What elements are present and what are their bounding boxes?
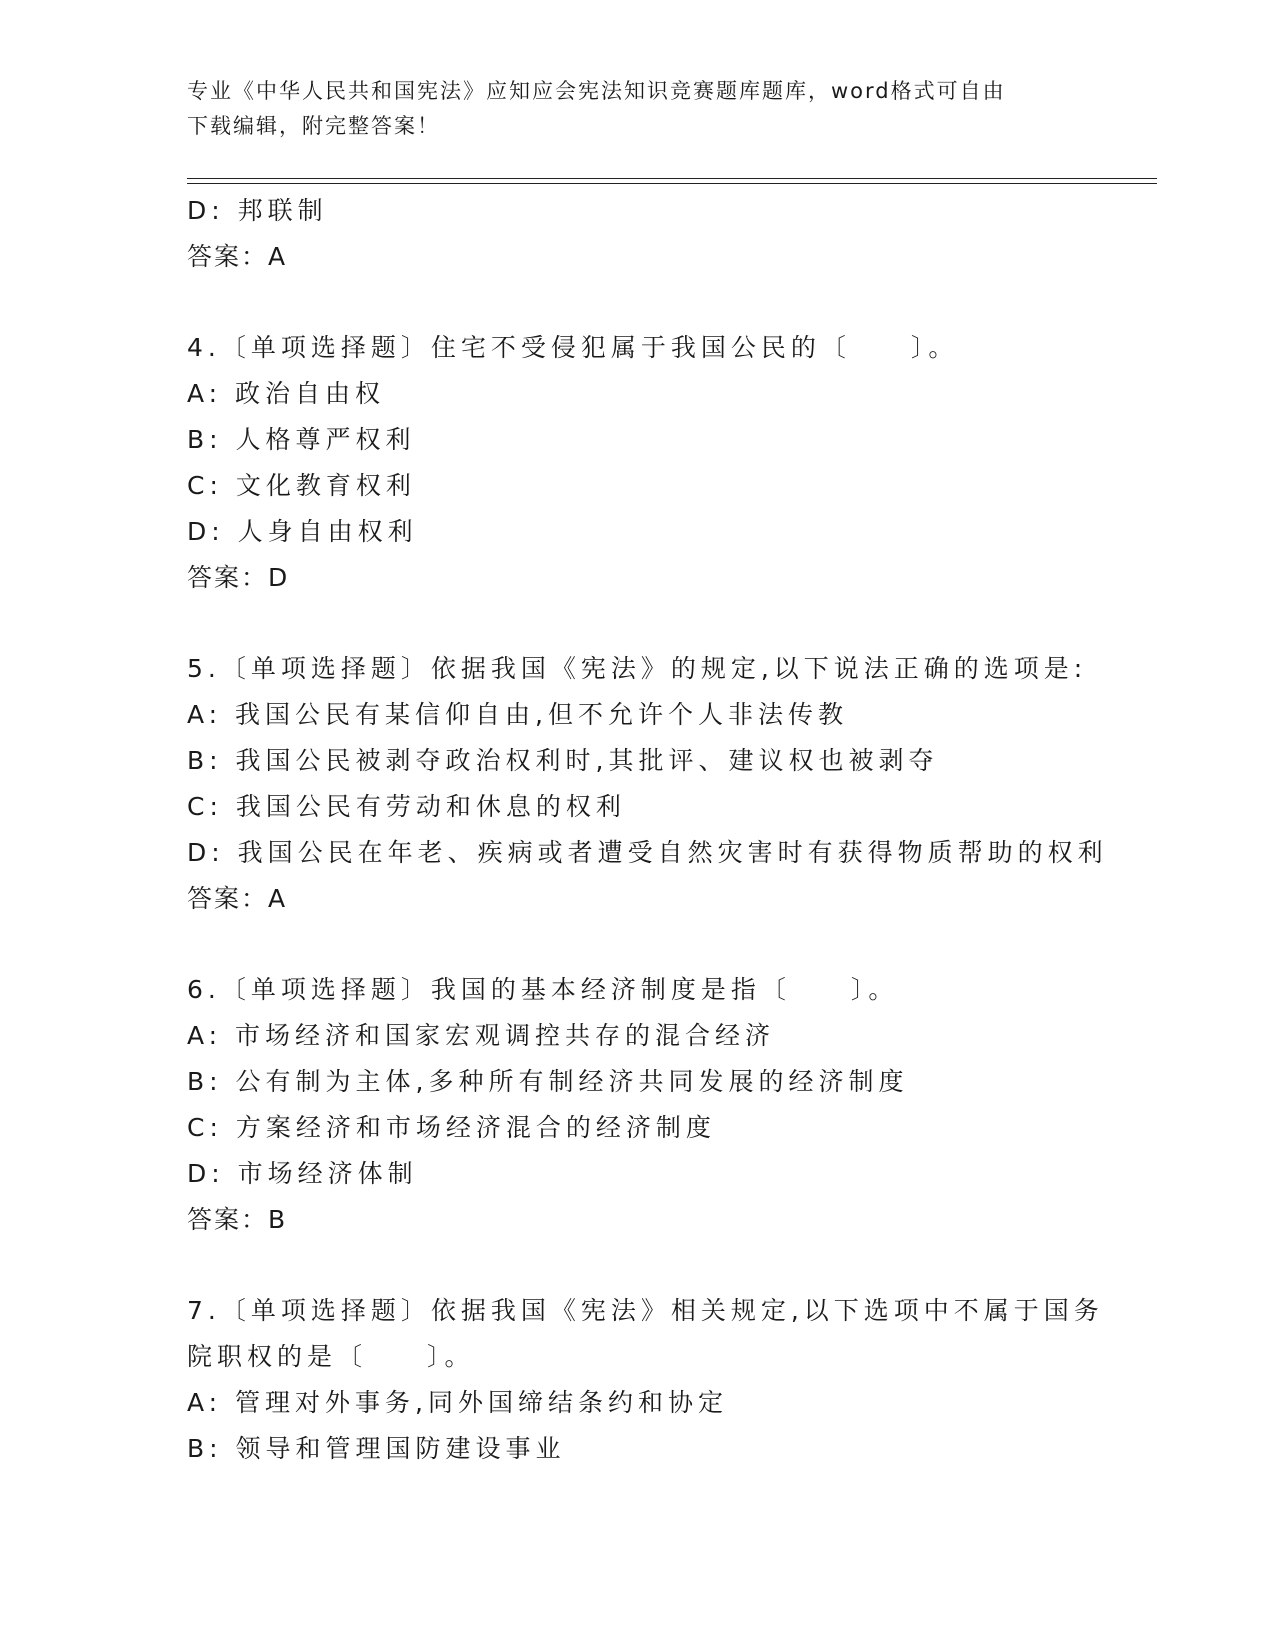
- option-a: A: 我国公民有某信仰自由,但不允许个人非法传教: [187, 700, 848, 729]
- question-stem: 6.〔单项选择题〕我国的基本经济制度是指〔 〕。: [187, 975, 899, 1004]
- header-line-1: 专业《中华人民共和国宪法》应知应会宪法知识竞赛题库题库，word格式可自由: [187, 79, 1006, 103]
- option-a: A: 政治自由权: [187, 379, 386, 408]
- question-stem-line-1: 7.〔单项选择题〕依据我国《宪法》相关规定,以下选项中不属于国务: [187, 1296, 1104, 1325]
- option-a: A: 管理对外事务,同外国缔结条约和协定: [187, 1388, 728, 1417]
- question-5: [187, 646, 1137, 922]
- question-4: [187, 325, 1137, 601]
- option-d: D: 邦联制: [187, 196, 328, 225]
- question-stem: 5.〔单项选择题〕依据我国《宪法》的规定,以下说法正确的选项是:: [187, 654, 1088, 683]
- question-7: [187, 1288, 1137, 1472]
- question-6: [187, 967, 1137, 1243]
- header-divider-bottom: [187, 183, 1157, 184]
- option-d: D: 我国公民在年老、疾病或者遭受自然灾害时有获得物质帮助的权利: [187, 838, 1108, 867]
- answer: 答案：A: [187, 242, 288, 271]
- option-b: B: 领导和管理国防建设事业: [187, 1434, 566, 1463]
- document-body: [187, 188, 1137, 1472]
- header-divider-top: [187, 178, 1157, 179]
- option-c: C: 方案经济和市场经济混合的经济制度: [187, 1113, 716, 1142]
- option-d: D: 人身自由权利: [187, 517, 418, 546]
- answer: 答案：B: [187, 1205, 288, 1234]
- question-stem-line-2: 院职权的是〔 〕。: [187, 1342, 475, 1371]
- option-a: A: 市场经济和国家宏观调控共存的混合经济: [187, 1021, 776, 1050]
- question-stem: 4.〔单项选择题〕住宅不受侵犯属于我国公民的〔 〕。: [187, 333, 959, 362]
- document-header: [187, 74, 1087, 144]
- option-b: B: 公有制为主体,多种所有制经济共同发展的经济制度: [187, 1067, 909, 1096]
- answer: 答案：A: [187, 884, 288, 913]
- answer: 答案：D: [187, 563, 290, 592]
- option-d: D: 市场经济体制: [187, 1159, 418, 1188]
- option-b: B: 人格尊严权利: [187, 425, 416, 454]
- header-line-2: 下载编辑，附完整答案！: [187, 114, 440, 138]
- option-c: C: 我国公民有劳动和休息的权利: [187, 792, 626, 821]
- option-b: B: 我国公民被剥夺政治权利时,其批评、建议权也被剥夺: [187, 746, 939, 775]
- option-c: C: 文化教育权利: [187, 471, 416, 500]
